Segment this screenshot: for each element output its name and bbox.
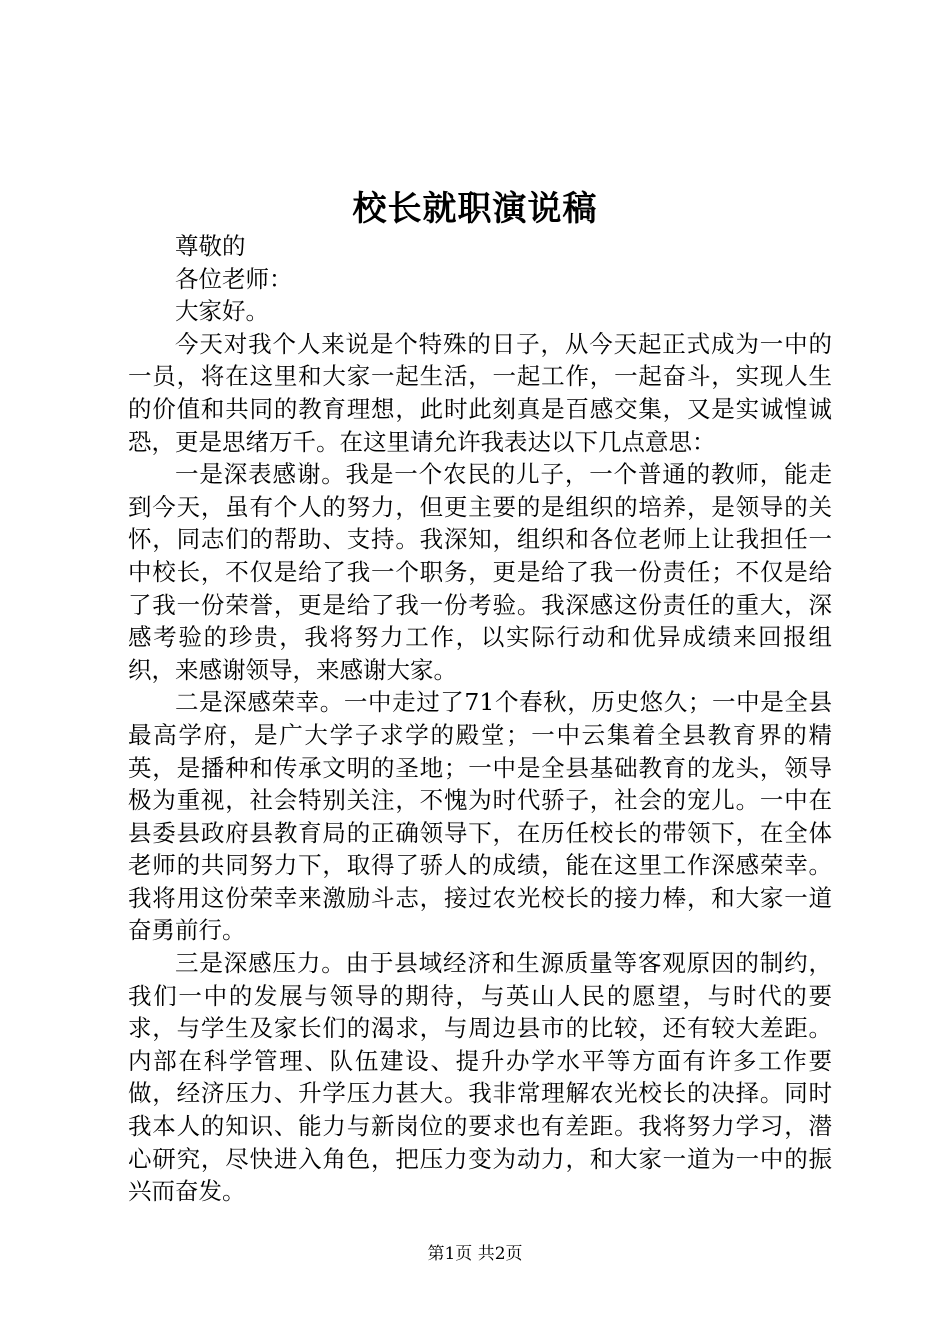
body-paragraph-pressure: 三是深感压力。由于县域经济和生源质量等客观原因的制约，我们一中的发展与领导的期待，与英山人民的愿望，与时代的要求，与学生及家长们的渴求，与周边县市的比较，还有较大差距。内部在科学管理、队伍建设、提升办学水平等方面有许多工作要做，经济压力、升学压力甚大。我非常理解农光校长的决择。同时我本人的知识、能力与新岗位的要求也有差距。我将努力学习，潜心研究，尽快进入角色，把压力变为动力，和大家一道为一中的振兴而奋发。 [128,949,832,1206]
body-paragraph-honor: 二是深感荣幸。一中走过了71个春秋，历史悠久；一中是全县最高学府，是广大学子求学的殿堂；一中云集着全县教育界的精英，是播种和传承文明的圣地；一中是全县基础教育的龙头，领导极为重视，社会特别关注，不愧为时代骄子，社会的宠儿。一中在县委县政府县教育局的正确领导下，在历任校长的带领下，在全体老师的共同努力下，取得了骄人的成绩，能在这里工作深感荣幸。我将用这份荣幸来激励斗志，接过农光校长的接力棒，和大家一道奋勇前行。 [128,688,832,945]
salutation-line-1: 尊敬的 [175,232,246,260]
body-paragraph-gratitude: 一是深表感谢。我是一个农民的儿子，一个普通的教师，能走到今天，虽有个人的努力，但更主要的是组织的培养，是领导的关怀，同志们的帮助、支持。我深知，组织和各位老师上让我担任一中校长，不仅是给了我一个职务，更是给了我一份责任；不仅是给了我一份荣誉，更是给了我一份考验。我深感这份责任的重大，深感考验的珍贵，我将努力工作，以实际行动和优异成绩来回报组织，来感谢领导，来感谢大家。 [128,460,832,684]
document-title: 校长就职演说稿 [352,189,598,229]
greeting-line: 大家好。 [175,297,269,326]
body-paragraph-intro: 今天对我个人来说是个特殊的日子，从今天起正式成为一中的一员，将在这里和大家一起生活，一起工作，一起奋斗，实现人生的价值和共同的教育理想，此时此刻真是百感交集，又是实诚惶诚恐，更是思绪万千。在这里请允许我表达以下几点意思： [128,329,832,456]
document-body [128,230,832,1208]
page-number-footer: 第1页 共2页 [427,1244,523,1264]
salutation-line-2: 各位老师： [175,264,293,293]
